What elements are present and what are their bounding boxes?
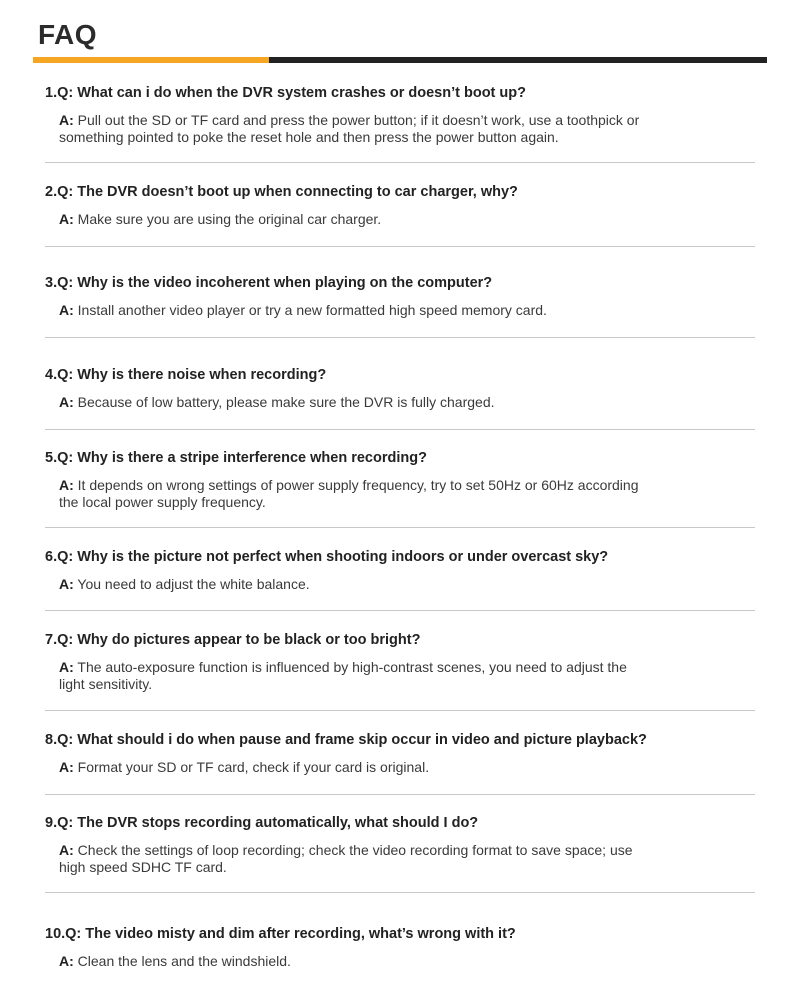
answer-text: It depends on wrong settings of power supply frequency, try to set 50Hz or 60Hz according the local power supply frequency.	[59, 477, 639, 510]
divider	[45, 892, 755, 893]
faq-answer	[45, 302, 755, 319]
faq-answer	[45, 112, 755, 146]
faq-answer	[45, 394, 755, 411]
answer-text: The auto-exposure function is influenced by high-contrast scenes, you need to adjust the light sensitivity.	[59, 659, 627, 692]
answer-label: A:	[59, 659, 74, 675]
faq-answer	[45, 576, 755, 593]
page-title: FAQ	[38, 19, 98, 50]
answer-label: A:	[59, 211, 74, 227]
faq-answer	[45, 759, 755, 776]
faq-answer	[45, 842, 755, 876]
faq-answer	[45, 953, 755, 970]
divider	[45, 710, 755, 711]
answer-label: A:	[59, 394, 74, 410]
answer-label: A:	[59, 477, 74, 493]
divider	[45, 337, 755, 338]
answer-text: Check the settings of loop recording; check the video recording format to save space; use high speed SDHC TF card.	[59, 842, 633, 875]
divider	[45, 527, 755, 528]
faq-answer	[45, 477, 755, 511]
answer-text: Pull out the SD or TF card and press the power button; if it doesn’t work, use a toothpick or something pointed to poke the reset hole and then press the power button again.	[59, 112, 640, 145]
answer-label: A:	[59, 302, 74, 318]
answer-label: A:	[59, 842, 74, 858]
faq-item	[45, 925, 755, 970]
divider	[45, 246, 755, 247]
faq-question: 10.Q: The video misty and dim after recording, what’s wrong with it?	[45, 926, 516, 942]
answer-text: Format your SD or TF card, check if your card is original.	[73, 759, 430, 775]
faq-item	[45, 274, 755, 319]
faq-question: 7.Q: Why do pictures appear to be black or too bright?	[45, 632, 421, 648]
faq-item	[45, 449, 755, 511]
faq-item	[45, 548, 755, 593]
faq-item	[45, 183, 755, 228]
faq-item	[45, 814, 755, 876]
faq-item	[45, 731, 755, 776]
answer-text: You need to adjust the white balance.	[73, 576, 310, 592]
faq-question: 8.Q: What should i do when pause and frame skip occur in video and picture playback?	[45, 732, 647, 748]
divider	[45, 794, 755, 795]
faq-item	[45, 366, 755, 411]
faq-question: 2.Q: The DVR doesn’t boot up when connecting to car charger, why?	[45, 184, 518, 200]
faq-question: 4.Q: Why is there noise when recording?	[45, 367, 327, 383]
divider	[45, 429, 755, 430]
faq-question: 9.Q: The DVR stops recording automatically, what should I do?	[45, 815, 479, 831]
faq-answer	[45, 659, 755, 693]
answer-label: A:	[59, 576, 74, 592]
answer-text: Install another video player or try a new formatted high speed memory card.	[73, 302, 547, 318]
faq-question: 6.Q: Why is the picture not perfect when shooting indoors or under overcast sky?	[45, 549, 609, 565]
faq-question: 3.Q: Why is the video incoherent when playing on the computer?	[45, 275, 493, 291]
faq-item	[45, 84, 755, 146]
answer-text: Clean the lens and the windshield.	[73, 953, 291, 969]
divider	[45, 162, 755, 163]
faq-question: 5.Q: Why is there a stripe interference when recording?	[45, 450, 427, 466]
faq-question: 1.Q: What can i do when the DVR system crashes or doesn’t boot up?	[45, 85, 526, 101]
faq-item	[45, 631, 755, 693]
answer-label: A:	[59, 112, 74, 128]
answer-label: A:	[59, 953, 74, 969]
divider	[45, 610, 755, 611]
answer-text: Make sure you are using the original car charger.	[73, 211, 382, 227]
answer-label: A:	[59, 759, 74, 775]
faq-answer	[45, 211, 755, 228]
answer-text: Because of low battery, please make sure the DVR is fully charged.	[73, 394, 495, 410]
